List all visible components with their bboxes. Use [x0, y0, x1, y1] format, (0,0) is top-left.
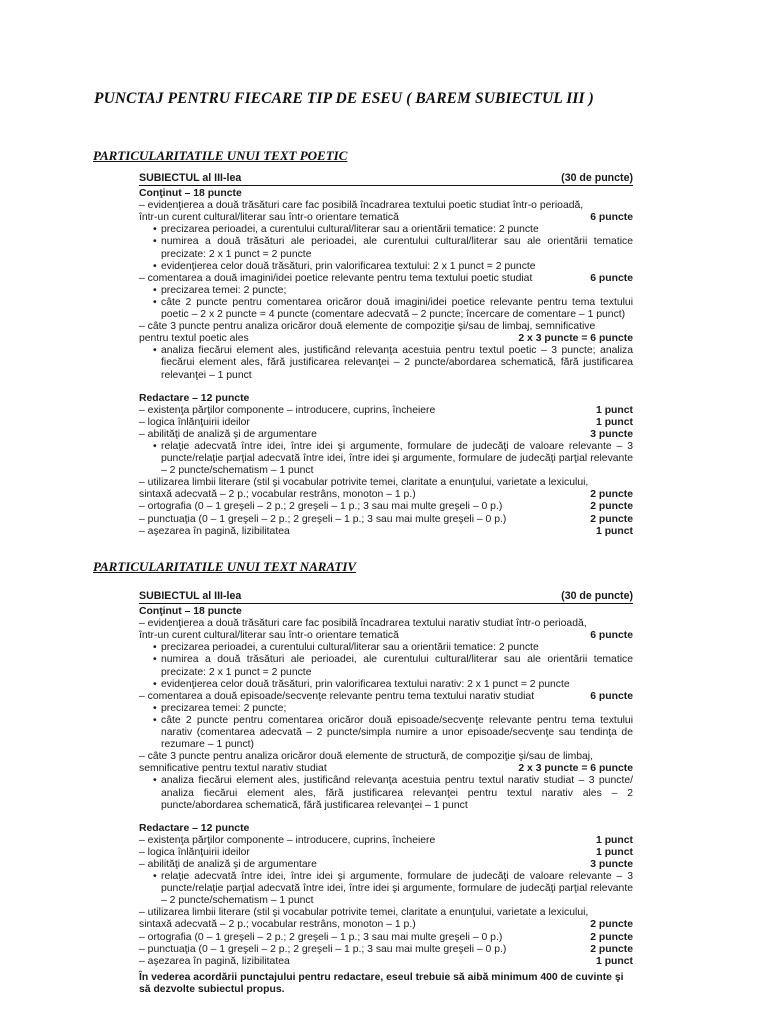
criterion-points: 1 punct [596, 846, 633, 858]
criterion-line [139, 273, 633, 285]
criterion-text: – câte 3 puncte pentru analiza oricăror două elemente de compoziţie şi/sau de limbaj, semnificative [139, 321, 596, 333]
criterion-points: 3 puncte [590, 858, 633, 870]
criterion-text: într-un curent cultural/literar sau într-o orientare tematică [139, 212, 399, 224]
criterion-text: – abilităţi de analiză şi de argumentare [139, 858, 317, 870]
criterion-text: – comentarea a două imagini/idei poetice relevante pentru tema textului poetic studiat [139, 272, 533, 284]
criterion-line [139, 630, 633, 642]
criterion-text: – punctuaţia (0 – 1 greşeli – 2 p.; 2 greşeli – 1 p.; 3 sau mai multe greşeli – 0 p.) [139, 943, 507, 955]
criterion-line [139, 835, 633, 847]
criterion-points: 3 puncte [590, 428, 633, 440]
criterion-line [139, 859, 633, 871]
bullet-item: • numirea a două trăsături ale perioadei, ale curentului cultural/literar sau ale orientării tematice precizate: 2 x 1 punct = 2 puncte [139, 654, 633, 678]
criterion-text: – logica înlănţuirii ideilor [139, 416, 250, 428]
criterion-points: 2 puncte [590, 943, 633, 955]
criterion-text: – câte 3 puncte pentru analiza oricăror două elemente de structură, de compoziţie şi/sau de limbaj, [139, 751, 593, 763]
redactare-heading: Redactare – 12 puncte [139, 822, 250, 834]
criterion-line [139, 932, 633, 944]
criterion-text: sintaxă adecvată – 2 p.; vocabular restrâns, monoton – 1 p.) [139, 489, 416, 501]
criterion-line [139, 333, 633, 345]
bullet-item: • precizarea perioadei, a curentului cultural/literar sau a orientării tematice: 2 puncte [139, 224, 633, 236]
criterion-text: – utilizarea limbii literare (stil şi vocabular potrivite temei, claritate a enunţului, varietate a lexicului, [139, 477, 589, 489]
criterion-points: 2 x 3 puncte = 6 puncte [518, 333, 633, 345]
bullet-item: • precizarea temei: 2 puncte; [139, 703, 633, 715]
criterion-text: – aşezarea în pagină, lizibilitatea [139, 955, 290, 967]
criterion-text: – comentarea a două episoade/secvenţe relevante pentru tema textului narativ studiat [139, 690, 535, 702]
criterion-points: 1 punct [596, 955, 633, 967]
bullet-item: • numirea a două trăsături ale perioadei, ale curentului cultural/literar sau ale orientării tematice precizate: 2 x 1 punct = 2 puncte [139, 236, 633, 260]
criterion-text: sintaxă adecvată – 2 p.; vocabular restrâns, monoton – 1 p.) [139, 919, 416, 931]
criterion-line [139, 212, 633, 224]
criterion-points: 1 punct [596, 834, 633, 846]
rubric-header [139, 172, 633, 186]
criterion-line [139, 956, 633, 968]
criterion-points: 2 puncte [590, 513, 633, 525]
criterion-points: 2 puncte [590, 501, 633, 513]
criterion-line [139, 919, 633, 931]
bullet-item: • relaţie adecvată între idei, între idei şi argumente, formulare de judecăţi de valoare relevante – 3 puncte/relaţie parţial adecvată între idei, între idei şi argumente, formulare de judecăţi parţial relevante – 2 puncte/schematism – 1 punct [139, 441, 633, 477]
criterion-text: – evidenţierea a două trăsături care fac posibilă încadrarea textului narativ studiat într-o perioadă, [139, 618, 587, 630]
criterion-points: 1 punct [596, 416, 633, 428]
bullet-item: • evidenţierea celor două trăsături, prin valorificarea textului narativ: 2 x 1 punct = 2 puncte [139, 679, 633, 691]
bullet-item: • evidenţierea celor două trăsături, prin valorificarea textului: 2 x 1 punct = 2 puncte [139, 261, 633, 273]
criterion-text: într-un curent cultural/literar sau într-o orientare tematică [139, 630, 399, 642]
criterion-line [139, 489, 633, 501]
section-subtitle-poetic: PARTICULARITATILE UNUI TEXT POETIC [93, 148, 348, 163]
criterion-text: – existenţa părţilor componente – introducere, cuprins, încheiere [139, 404, 436, 416]
rubric-header [139, 590, 633, 604]
bullet-item: • precizarea perioadei, a curentului cultural/literar sau a orientării tematice: 2 puncte [139, 642, 633, 654]
bullet-item: • analiza fiecărui element ales, justificând relevanţa acestuia pentru textul narativ studiat – 3 puncte/ analiza fiecărui element ales, fără justificarea relevanţei pentru textul narativ ales – 2 puncte/abordarea schematică, fără justificarea relevanţei – 1 punct [139, 775, 633, 811]
criterion-line [139, 526, 633, 538]
criterion-points: 2 puncte [590, 919, 633, 931]
criterion-text: pentru textul poetic ales [139, 333, 249, 345]
criterion-text: – logica înlănţuirii ideilor [139, 846, 250, 858]
criterion-text: – existenţa părţilor componente – introducere, cuprins, încheiere [139, 834, 436, 846]
criterion-text: – punctuaţia (0 – 1 greşeli – 2 p.; 2 greşeli – 1 p.; 3 sau mai multe greşeli – 0 p.) [139, 513, 507, 525]
criterion-text: – evidenţierea a două trăsături care fac posibilă încadrarea textului poetic studiat într-o perioadă, [139, 200, 584, 212]
criterion-line [139, 763, 633, 775]
bullet-item: • câte 2 puncte pentru comentarea oricăror două imagini/idei poetice relevante pentru tema textului poetic – 2 x 2 puncte = 4 puncte (comentare adecvată – 2 puncte; încercare de comentare – 1 punct) [139, 297, 633, 321]
rubric-header-title: SUBIECTUL al III-lea [139, 172, 242, 184]
bullet-item: • precizarea temei: 2 puncte; [139, 285, 633, 297]
criterion-points: 2 puncte [590, 489, 633, 501]
criterion-text: – ortografia (0 – 1 greşeli – 2 p.; 2 greşeli – 1 p.; 3 sau mai multe greşeli – 0 p.) [139, 501, 503, 513]
rubric-block-poetic [139, 172, 633, 538]
criterion-line [139, 514, 633, 526]
content-heading: Conţinut – 18 puncte [139, 606, 242, 618]
criterion-line [139, 417, 633, 429]
criterion-points: 2 x 3 puncte = 6 puncte [518, 763, 633, 775]
criterion-line [139, 847, 633, 859]
criterion-line [139, 691, 633, 703]
criterion-points: 2 puncte [590, 931, 633, 943]
section-subtitle-narrative: PARTICULARITATILE UNUI TEXT NARATIV [93, 559, 357, 574]
final-note: În vederea acordării punctajului pentru redactare, eseul trebuie să aibă minimum 400 de cuvinte şi să dezvolte subiectul propus. [139, 971, 624, 995]
criterion-points: 6 puncte [590, 630, 633, 642]
rubric-header-title: SUBIECTUL al III-lea [139, 590, 242, 602]
page-title: PUNCTAJ PENTRU FIECARE TIP DE ESEU ( BAREM SUBIECTUL III ) [94, 90, 594, 107]
bullet-item: • analiza fiecărui element ales, justificând relevanţa acestuia pentru textul poetic – 3 puncte; analiza fiecărui element ales, fără justificarea relevanţei – 2 puncte/abordarea schematică, fără justificarea relevanţei – 1 punct [139, 345, 633, 381]
criterion-points: 6 puncte [590, 212, 633, 224]
rubric-header-points: (30 de puncte) [561, 590, 633, 602]
criterion-text: – ortografia (0 – 1 greşeli – 2 p.; 2 greşeli – 1 p.; 3 sau mai multe greşeli – 0 p.) [139, 931, 503, 943]
criterion-text: – aşezarea în pagină, lizibilitatea [139, 525, 290, 537]
criterion-points: 1 punct [596, 404, 633, 416]
criterion-line [139, 405, 633, 417]
redactare-heading: Redactare – 12 puncte [139, 392, 250, 404]
criterion-points: 6 puncte [590, 690, 633, 702]
bullet-item: • câte 2 puncte pentru comentarea oricăror două episoade/secvenţe relevante pentru tema textului narativ (comentarea adecvată – 2 puncte/simpla numire a unor episoade/secvenţe sau tendinţa de rezumare – 1 punct) [139, 715, 633, 751]
criterion-text: – utilizarea limbii literare (stil şi vocabular potrivite temei, claritate a enunţului, varietate a lexicului, [139, 907, 589, 919]
criterion-points: 6 puncte [590, 272, 633, 284]
criterion-text: semnificative pentru textul narativ studiat [139, 763, 327, 775]
criterion-points: 1 punct [596, 525, 633, 537]
rubric-header-points: (30 de puncte) [561, 172, 633, 184]
rubric-block-narrative [139, 590, 633, 996]
criterion-line [139, 429, 633, 441]
bullet-item: • relaţie adecvată între idei, între idei şi argumente, formulare de judecăţi de valoare relevante – 3 puncte/relaţie parţial adecvată între idei, între idei şi argumente, formulare de judecăţi parţial relevante – 2 puncte/schematism – 1 punct [139, 871, 633, 907]
criterion-line [139, 944, 633, 956]
criterion-line [139, 501, 633, 513]
content-heading: Conţinut – 18 puncte [139, 188, 242, 200]
criterion-text: – abilităţi de analiză şi de argumentare [139, 428, 317, 440]
